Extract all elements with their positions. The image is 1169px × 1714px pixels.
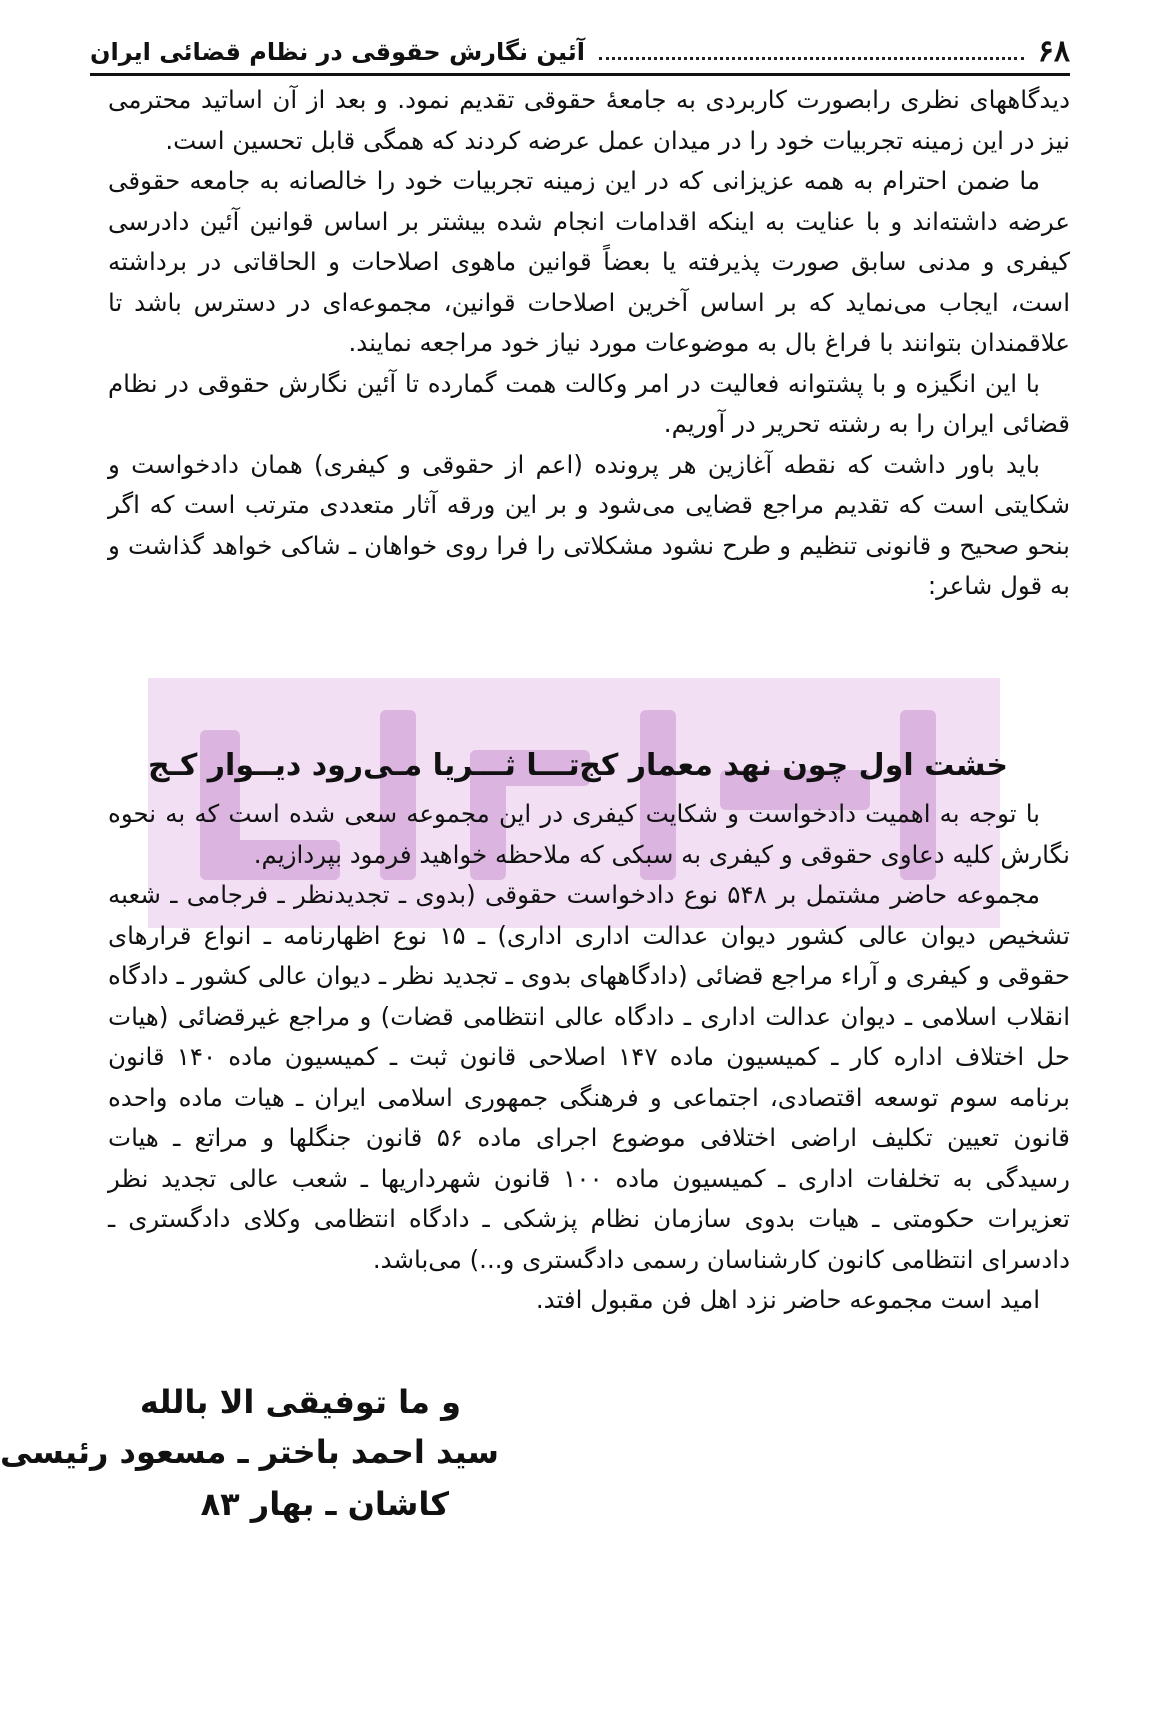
paragraph: با توجه به اهمیت دادخواست و شکایت کیفری در این مجموعه سعی شده است که به نحوه نگارش کلیه دعاوی حقوقی و کیفری به سبکی که ملاحظه خواهید فرمود بپردازیم. — [108, 799, 1070, 869]
page-header — [90, 30, 1070, 70]
body-text-lower — [108, 794, 1070, 1321]
header-rule — [90, 73, 1070, 76]
page-number: ۶۸ — [1037, 34, 1070, 69]
paragraph: با این انگیزه و با پشتوانه فعالیت در امر وکالت همت گمارده تا آئین نگارش حقوقی در نظام قضائی ایران را به رشته تحریر در آوریم. — [108, 368, 1070, 438]
place-date: کاشان ـ بهار ۸۳ — [200, 1485, 449, 1523]
poem-verse — [108, 740, 1008, 792]
running-title: آئین نگارش حقوقی در نظام قضائی ایران — [90, 38, 585, 66]
authors-signature: سید احمد باختر ـ مسعود رئیسی — [0, 1433, 499, 1471]
paragraph: دیدگاههای نظری رابصورت کاربردی به جامعهٔ حقوقی تقدیم نمود. و بعد از آن اساتید محترمی نیز در این زمینه تجربیات خود را در میدان عمل عرضه کردند که همگی قابل تحسین است. — [108, 85, 1070, 155]
paragraph: باید باور داشت که نقطه آغازین هر پرونده (اعم از حقوقی و کیفری) همان دادخواست و شکایتی است که تقدیم مراجع قضایی می‌شود و بر این ورقه آثار متعددی مترتب است که اگر بنحو صحیح و قانونی تنظیم و طرح نشود مشکلاتی را فرا روی خواهان ـ شاکی خواهد گذاشت و به قول شاعر: — [108, 449, 1070, 600]
paragraph: امید است مجموعه حاضر نزد اهل فن مقبول افتد. — [535, 1285, 1040, 1314]
paragraph: ما ضمن احترام به همه عزیزانی که در این زمینه تجربیات خود را خالصانه به جامعه حقوقی عرضه داشته‌اند و با عنایت به اینکه اقدامات انجام شده بیشتر بر اساس قوانین آئین دادرسی کیفری و مدنی سابق صورت پذیرفته یا بعضاً قوانین ماهوی اصلاحات و الحاقاتی در برداشته است، ایجاب می‌نماید که بر اساس آخرین اصلاحات قوانین، مجموعه‌ای در دسترس باشد تا علاقمندان بتوانند با فراغ بال به موضوعات مورد نیاز خود مراجعه نمایند. — [108, 166, 1070, 357]
body-text-upper — [108, 80, 1070, 607]
header-dot-leader — [599, 57, 1024, 60]
verse-hemistich-first: خشت اول چون نهد معمار کج — [579, 748, 1008, 783]
closing-phrase: و ما توفیقی الا بالله — [139, 1383, 461, 1421]
verse-hemistich-second: تـــا ثـــریا مـی‌رود دیــوار کـج — [148, 748, 580, 783]
paragraph: مجموعه حاضر مشتمل بر ۵۴۸ نوع دادخواست حقوقی (بدوی ـ تجدیدنظر ـ فرجامی ـ شعبه تشخیص دیوان عالی کشور دیوان عدالت اداری اداری) ـ ۱۵ نوع اظهارنامه ـ انواع قرارهای حقوقی و کیفری و آراء مراجع قضائی (دادگاههای بدوی ـ تجدید نظر ـ دیوان عالی کشور ـ دادگاه انقلاب اسلامی ـ دیوان عدالت اداری ـ دادگاه عالی انتظامی قضات) و مراجع غیرقضائی (هیات حل اختلاف اداره کار ـ کمیسیون ماده ۱۴۷ اصلاحی قانون ثبت ـ کمیسیون ماده ۱۴۰ قانون برنامه سوم توسعه اقتصادی، اجتماعی و فرهنگی جمهوری اسلامی ایران ـ هیات ماده واحده قانون تعیین تکلیف اراضی اختلافی موضوع اجرای ماده ۵۶ قانون جنگلها و مراتع ـ هیات رسیدگی به تخلفات اداری ـ کمیسیون ماده ۱۰۰ قانون شهرداریها ـ شعب عالی تجدید نظر تعزیرات حکومتی ـ هیات بدوی سازمان نظام پزشکی ـ دادگاه انتظامی وکلای دادگستری ـ دادسرای انتظامی کانون کارشناسان رسمی دادگستری و...) می‌باشد. — [108, 880, 1071, 1274]
